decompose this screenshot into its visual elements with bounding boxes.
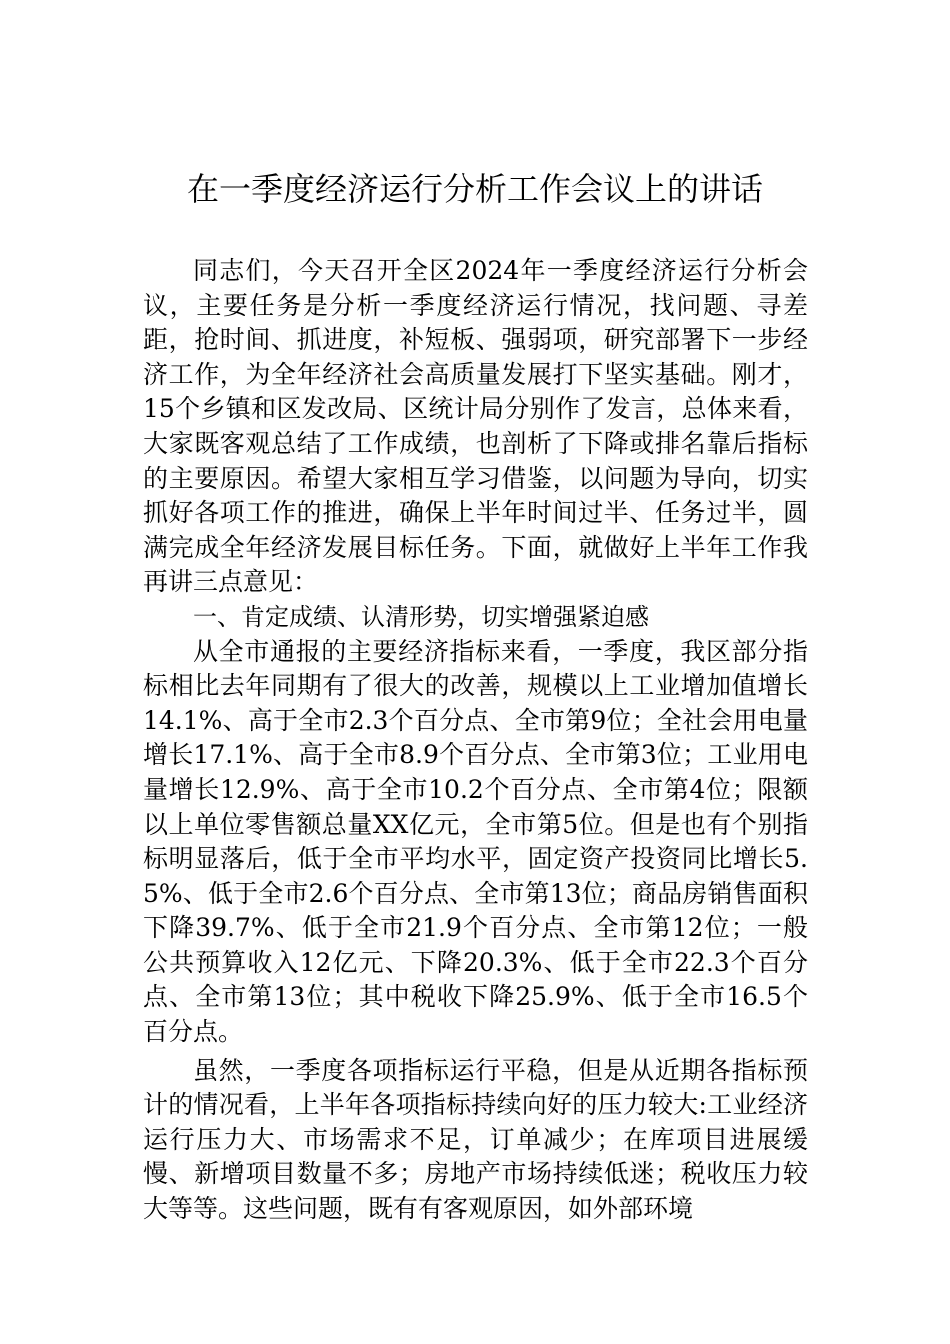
section-heading-1: 一、肯定成绩、认清形势，切实增强紧迫感 — [193, 602, 649, 631]
paragraph-indicators: 从全市通报的主要经济指标来看，一季度，我区部分指标相比去年同期有了很大的改善，规模以上工业增加值增长14.1%、高于全市2.3个百分点、全市第9位；全社会用电量增长17.1%、高于全市8.9个百分点、全市第3位；工业用电量增长12.9%、高于全市10.2个百分点、全市第4位；限额以上单位零售额总量XX亿元，全市第5位。但是也有个别指标明显落后，低于全市平均水平，固定资产投资同比增长5.5%、低于全市2.6个百分点、全市第13位；商品房销售面积下降39.7%、低于全市21.9个百分点、全市第12位；一般公共预算收入12亿元、下降20.3%、低于全市22.3个百分点、全市第13位；其中税收下降25.9%、低于全市16.5个百分点。 — [143, 636, 808, 1047]
paragraph-pressure: 虽然，一季度各项指标运行平稳，但是从近期各指标预计的情况看，上半年各项指标持续向好的压力较大:工业经济运行压力大、市场需求不足，订单减少；在库项目进展缓慢、新增项目数量不多；房地产市场持续低迷；税收压力较大等等。这些问题，既有有客观原因，如外部环境 — [143, 1055, 808, 1224]
document-body — [143, 254, 808, 1227]
paragraph-opening: 同志们，今天召开全区2024年一季度经济运行分析会议，主要任务是分析一季度经济运行情况，找问题、寻差距，抢时间、抓进度，补短板、强弱项，研究部署下一步经济工作，为全年经济社会高质量发展打下坚实基础。刚才，15个乡镇和区发改局、区统计局分别作了发言，总体来看，大家既客观总结了工作成绩，也剖析了下降或排名靠后指标的主要原因。希望大家相互学习借鉴，以问题为导向，切实抓好各项工作的推进，确保上半年时间过半、任务过半，圆满完成全年经济发展目标任务。下面，就做好上半年工作我再讲三点意见： — [143, 256, 808, 597]
document-title: 在一季度经济运行分析工作会议上的讲话 — [186, 170, 763, 208]
